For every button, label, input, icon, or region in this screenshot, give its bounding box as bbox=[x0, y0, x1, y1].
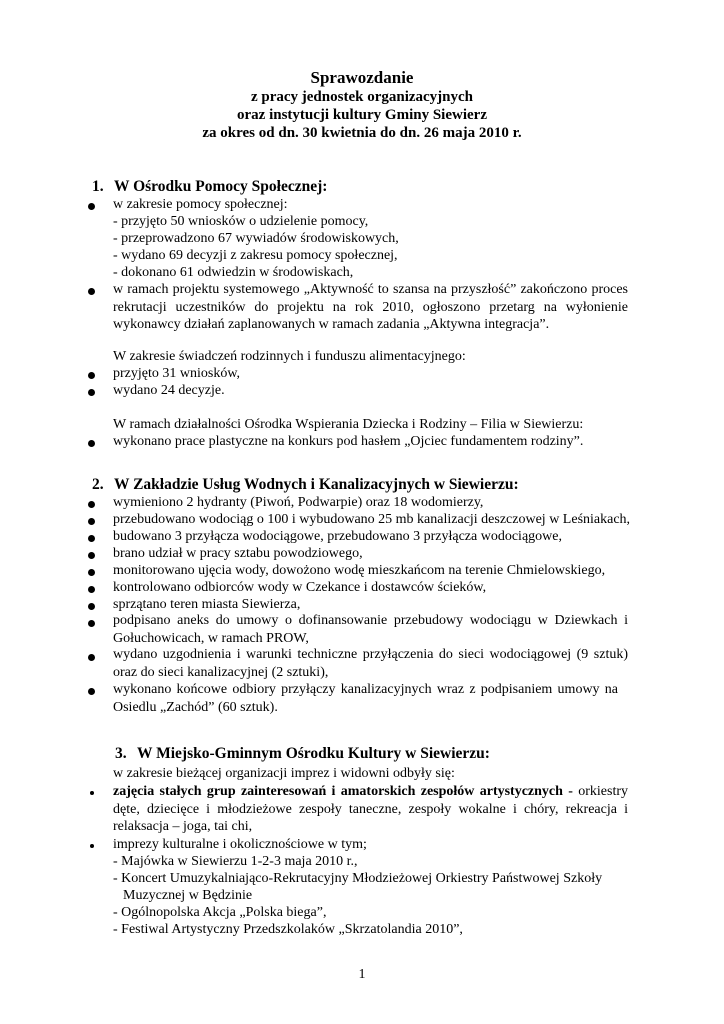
bullet-icon bbox=[88, 569, 95, 576]
sec2-bullet-8: podpisano aneks do umowy o dofinansowanie przebudowy wodociągu w Dziewkach i Gołuchowicach, w ramach PROW, bbox=[113, 613, 628, 646]
report-period: za okres od dn. 30 kwietnia do dn. 26 maja 2010 r. bbox=[202, 125, 522, 141]
section-1-number: 1. bbox=[92, 178, 104, 195]
bullet-icon bbox=[88, 501, 95, 508]
bullet-icon bbox=[88, 654, 95, 661]
sec2-bullet-6: kontrolowano odbiorców wody w Czekance i dostawców ścieków, bbox=[113, 580, 487, 595]
bullet-icon bbox=[88, 535, 95, 542]
bullet-icon bbox=[88, 372, 95, 379]
sec2-bullet-3: budowano 3 przyłącza wodociągowe, przebudowano 3 przyłącza wodociągowe, bbox=[113, 529, 562, 544]
section-1-title: W Ośrodku Pomocy Społecznej: bbox=[114, 178, 328, 195]
sec3-dash-1: - Majówka w Siewierzu 1-2-3 maja 2010 r., bbox=[113, 854, 358, 869]
sec1-dash-2: - przeprowadzono 67 wywiadów środowiskowych, bbox=[113, 231, 399, 246]
report-subtitle-line-2: oraz instytucji kultury Gminy Siewierz bbox=[237, 107, 487, 123]
section-2-number: 2. bbox=[92, 476, 104, 493]
bullet-icon bbox=[88, 586, 95, 593]
bullet-icon bbox=[88, 389, 95, 396]
bullet-icon bbox=[90, 791, 94, 795]
section-1-heading bbox=[92, 177, 327, 197]
sec3-bullet-2: imprezy kulturalne i okolicznościowe w tym; bbox=[113, 837, 367, 852]
sec1-paragraph-1: W zakresie świadczeń rodzinnych i funduszu alimentacyjnego: bbox=[113, 349, 466, 364]
section-3-heading bbox=[115, 744, 490, 764]
sec2-bullet-10: wykonano końcowe odbiory przyłączy kanalizacyjnych wraz z podpisaniem umowy na Osiedlu „Zachód” (60 sztuk). bbox=[113, 682, 618, 715]
sec1-bullet-4: wydano 24 decyzje. bbox=[113, 383, 225, 398]
sec3-dash-4: - Festiwal Artystyczny Przedszkolaków „Skrzatolandia 2010”, bbox=[113, 922, 463, 937]
sec3-bullet-1-bold: zajęcia stałych grup zainteresowań i amatorskich zespołów artystycznych - bbox=[113, 784, 573, 799]
bullet-icon bbox=[88, 603, 95, 610]
section-3-title: W Miejsko-Gminnym Ośrodku Kultury w Siewierzu: bbox=[137, 745, 490, 762]
sec3-intro: w zakresie bieżącej organizacji imprez i widowni odbyły się: bbox=[113, 766, 455, 781]
section-2-heading bbox=[92, 475, 519, 495]
sec2-bullet-9: wydano uzgodnienia i warunki techniczne przyłączenia do sieci wodociągowej (9 sztuk) oraz do sieci kanalizacyjnej (2 sztuki), bbox=[113, 647, 628, 680]
sec3-bullet-1 bbox=[113, 783, 628, 836]
sec2-bullet-4: brano udział w pracy sztabu powodziowego, bbox=[113, 546, 363, 561]
sec1-dash-1: - przyjęto 50 wniosków o udzielenie pomocy, bbox=[113, 214, 369, 229]
sec1-bullet-1: w zakresie pomocy społecznej: bbox=[113, 197, 288, 212]
sec1-bullet-2: w ramach projektu systemowego „Aktywność to szansa na przyszłość” zakończono proces rekrutacji uczestników do projektu na rok 2010, ogłoszono przetarg na wyłonienie wykonawcy działań zaplanowanych w ramach zadania „Aktywna integracja”. bbox=[113, 282, 628, 332]
sec3-bullet-1-text: orkiestry dęte, dziecięce i młodzieżowe zespoły taneczne, zespoły wokalne i chóry, rekreacja i relaksacja – joga, tai chi, bbox=[113, 784, 629, 834]
sec2-bullet-5: monitorowano ujęcia wody, dowożono wodę mieszkańcom na terenie Chmielowskiego, bbox=[113, 563, 606, 578]
bullet-icon bbox=[88, 440, 95, 447]
sec2-bullet-7: sprzątano teren miasta Siewierza, bbox=[113, 597, 301, 612]
section-3-number: 3. bbox=[115, 745, 127, 762]
section-2-title: W Zakładzie Usług Wodnych i Kanalizacyjnych w Siewierzu: bbox=[114, 476, 519, 493]
bullet-icon bbox=[90, 844, 94, 848]
report-subtitle-line-1: z pracy jednostek organizacyjnych bbox=[250, 89, 474, 105]
sec2-bullet-2: przebudowano wodociąg o 100 i wybudowano 25 mb kanalizacji deszczowej w Leśniakach, bbox=[113, 512, 631, 527]
sec2-bullet-1: wymieniono 2 hydranty (Piwoń, Podwarpie) oraz 18 wodomierzy, bbox=[113, 495, 484, 510]
sec1-dash-4: - dokonano 61 odwiedzin w środowiskach, bbox=[113, 265, 354, 280]
bullet-icon bbox=[88, 203, 95, 210]
sec3-dash-2-continued: Muzycznej w Będzinie bbox=[123, 888, 253, 903]
bullet-icon bbox=[88, 518, 95, 525]
bullet-icon bbox=[88, 288, 95, 295]
bullet-icon bbox=[88, 620, 95, 627]
sec1-dash-3: - wydano 69 decyzji z zakresu pomocy społecznej, bbox=[113, 248, 398, 263]
sec3-dash-3: - Ogólnopolska Akcja „Polska biega”, bbox=[113, 905, 327, 920]
bullet-icon bbox=[88, 688, 95, 695]
bullet-icon bbox=[88, 552, 95, 559]
report-header bbox=[0, 67, 724, 142]
sec1-paragraph-2: W ramach działalności Ośrodka Wspierania Dziecka i Rodziny – Filia w Siewierzu: bbox=[113, 417, 584, 432]
sec3-dash-2: - Koncert Umuzykalniająco-Rekrutacyjny Młodzieżowej Orkiestry Państwowej Szkoły bbox=[113, 871, 603, 886]
sec1-bullet-3: przyjęto 31 wniosków, bbox=[113, 366, 241, 381]
report-title: Sprawozdanie bbox=[310, 68, 414, 87]
page-number: 1 bbox=[358, 967, 366, 982]
sec1-bullet-5: wykonano prace plastyczne na konkurs pod hasłem „Ojciec fundamentem rodziny”. bbox=[113, 434, 584, 449]
